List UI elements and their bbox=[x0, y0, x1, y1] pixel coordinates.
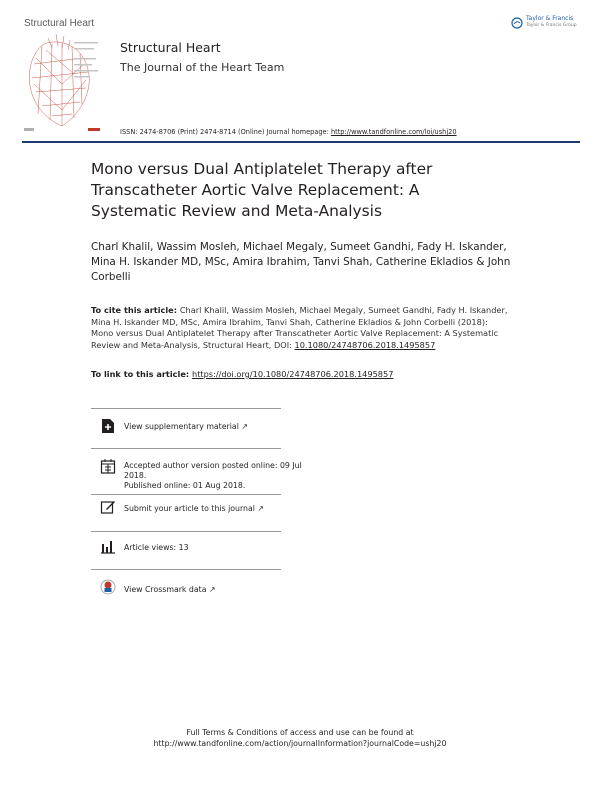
footer-link[interactable]: http://www.tandfonline.com/action/journalInformation?journalCode=ushj20 bbox=[153, 739, 447, 748]
supplementary-link[interactable]: View supplementary material ↗ bbox=[124, 422, 248, 431]
submit-article-link[interactable]: Submit your article to this journal ↗ bbox=[124, 504, 264, 513]
doi-link[interactable]: 10.1080/24748706.2018.1495857 bbox=[294, 339, 436, 350]
article-authors: Charl Khalil, Wassim Mosleh, Michael Megaly, Sumeet Gandhi, Fady H. Iskander, Mina H. Iskander MD, MSc, Amira Ibrahim, Tanvi Shah, Catherine Ekladios & John Corbelli bbox=[91, 241, 511, 283]
journal-name: Structural Heart bbox=[120, 40, 221, 55]
crossmark-external-icon: ↗ bbox=[208, 585, 216, 594]
article-link: To link to this article: https://doi.org/10.1080/24748706.2018.1495857 bbox=[91, 369, 394, 379]
divider bbox=[91, 569, 281, 570]
divider bbox=[91, 531, 281, 532]
calendar-icon bbox=[100, 458, 116, 474]
issn-line: ISSN: 2474-8706 (Print) 2474-8714 (Online) Journal homepage: http://www.tandfonline.com/loi/ushj20 bbox=[120, 128, 457, 136]
journal-homepage-link[interactable]: http://www.tandfonline.com/loi/ushj20 bbox=[330, 128, 457, 136]
article-url-link[interactable]: https://doi.org/10.1080/24748706.2018.1495857 bbox=[192, 369, 394, 379]
external-link-icon: ↗ bbox=[257, 504, 264, 513]
divider bbox=[91, 494, 281, 495]
header-rule bbox=[22, 141, 580, 143]
footer-text: Full Terms & Conditions of access and use can be found at bbox=[186, 728, 414, 737]
edit-icon bbox=[100, 499, 116, 515]
supplementary-icon bbox=[100, 418, 116, 434]
cover-heart-illustration bbox=[22, 14, 104, 134]
cover-title: Structural Heart bbox=[24, 18, 95, 29]
bar-chart-icon bbox=[100, 538, 116, 554]
article-title: Mono versus Dual Antiplatelet Therapy after Transcatheter Aortic Valve Replacement: A Systematic Review and Meta-Analysis bbox=[91, 160, 433, 220]
publication-dates: Accepted author version posted online: 09 Jul 2018. Published online: 01 Aug 2018. bbox=[124, 461, 302, 490]
citation: To cite this article: Charl Khalil, Wassim Mosleh, Michael Megaly, Sumeet Gandhi, Fady H. Iskander, Mina H. Iskander MD, MSc, Amira Ibrahim, Tanvi Shah, Catherine Ekladios & John Corbelli (2018): Mono versus Dual Antiplatelet Therapy after Transcatheter Aortic Valve Replacement: A Systematic Review and Meta-Analysis, Structural Heart, DOI: 10.1080/24748706.2018.1495857 bbox=[91, 305, 508, 350]
publisher-logo-icon bbox=[511, 17, 523, 29]
crossmark-link[interactable]: View Crossmark data ↗ bbox=[124, 585, 216, 594]
crossmark-icon bbox=[100, 579, 116, 595]
external-link-icon: ↗ bbox=[241, 422, 248, 431]
journal-subtitle: The Journal of the Heart Team bbox=[120, 61, 285, 74]
article-views: Article views: 13 bbox=[124, 543, 189, 552]
publisher-name: Taylor & Francis Taylor & Francis Group bbox=[526, 15, 577, 28]
divider bbox=[91, 448, 281, 449]
divider bbox=[91, 408, 281, 409]
